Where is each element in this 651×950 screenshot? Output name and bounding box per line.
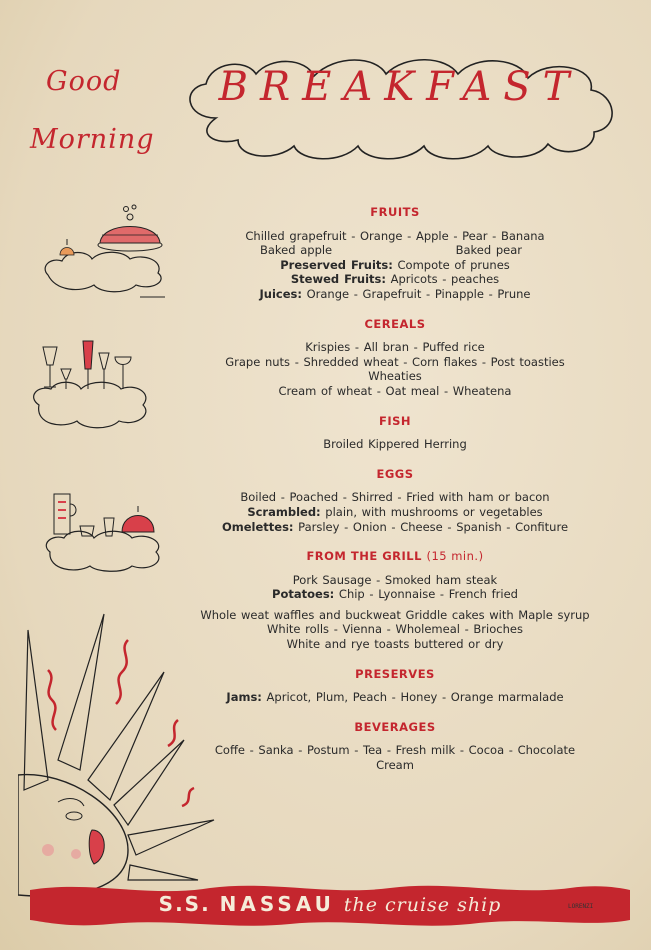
dessert-dome-icon [40, 195, 170, 300]
menu-line [200, 258, 590, 273]
section-fruits [200, 205, 590, 302]
ship-tagline: the cruise ship [343, 894, 502, 916]
sun-face-icon [18, 610, 218, 900]
menu-label: Preserved Fruits: [280, 257, 393, 272]
menu-line: Cream of wheat - Oat meal - Wheatena [278, 383, 512, 398]
menu-label: Jams: [226, 690, 262, 705]
menu-line: Boiled - Poached - Shirred - Fried with ham or bacon [240, 490, 550, 505]
menu-line [200, 272, 590, 287]
grill-title: FROM THE GRILL [306, 549, 422, 564]
menu-line [200, 243, 590, 258]
section-title-eggs: EGGS [376, 466, 414, 481]
section-cereals [200, 317, 590, 399]
menu-label: Scrambled: [247, 504, 321, 519]
menu-item: Apricots - peaches [385, 272, 500, 287]
menu-item: Baked apple [260, 243, 333, 258]
ship-prefix: S.S. [158, 892, 211, 916]
glassware-icon [25, 335, 155, 435]
menu-item: Apricot, Plum, Peach - Honey - Orange marmalade [261, 690, 564, 705]
menu-label: Omelettes: [221, 519, 294, 534]
section-fish [200, 414, 590, 452]
menu-line [200, 520, 590, 535]
menu-line: Broiled Kippered Herring [323, 437, 467, 452]
section-eggs [200, 467, 590, 534]
menu-line: Wheaties [368, 369, 422, 384]
menu-item: Orange - Grapefruit - Pinapple - Prune [301, 286, 531, 301]
menu-line: White rolls - Vienna - Wholemeal - Brioches [267, 622, 523, 637]
coffee-set-icon [40, 490, 170, 575]
menu-item: plain, with mushrooms or vegetables [320, 504, 543, 519]
menu-item: Baked pear [455, 243, 522, 258]
menu-label: Juices: [259, 286, 302, 301]
ship-name: NASSAU [219, 892, 335, 916]
section-title-cereals: CEREALS [364, 316, 426, 331]
menu-line: Chilled grapefruit - Orange - Apple - Pear - Banana [245, 228, 545, 243]
menu-line: Krispies - All bran - Puffed rice [305, 340, 485, 355]
menu-line: Cream [376, 758, 414, 773]
menu-line [200, 505, 590, 520]
menu-line: Pork Sausage - Smoked ham steak [292, 572, 498, 587]
section-title-grill [200, 549, 590, 564]
menu-label: Stewed Fruits: [290, 272, 386, 287]
footer-ship-title [30, 892, 630, 916]
menu-item: Compote of prunes [392, 257, 510, 272]
menu-body [200, 205, 590, 788]
section-title-fish: FISH [378, 413, 412, 428]
page-title: BREAKFAST [218, 64, 582, 110]
section-beverages [200, 720, 590, 773]
menu-item: Chip - Lyonnaise - French fried [334, 587, 518, 602]
menu-line: White and rye toasts buttered or dry [286, 637, 504, 652]
greeting-morning: Morning [30, 124, 155, 155]
section-preserves [200, 667, 590, 705]
menu-item: Parsley - Onion - Cheese - Spanish - Confiture [293, 519, 569, 534]
section-title-beverages: BEVERAGES [354, 719, 436, 734]
menu-label: Potatoes: [272, 587, 335, 602]
section-grill [200, 549, 590, 652]
section-title-preserves: PRESERVES [355, 666, 435, 681]
menu-line [200, 587, 590, 602]
menu-line [200, 690, 590, 705]
menu-line: Whole weat waffles and buckweat Griddle cakes with Maple syrup [200, 607, 590, 622]
grill-time-note: (15 min.) [426, 549, 484, 564]
menu-line: Grape nuts - Shredded wheat - Corn flakes - Post toasties [225, 354, 565, 369]
menu-line [200, 287, 590, 302]
menu-line: Coffe - Sanka - Postum - Tea - Fresh milk - Cocoa - Chocolate [214, 743, 576, 758]
artist-signature: LORENZI [568, 903, 594, 910]
section-title-fruits: FRUITS [370, 205, 420, 219]
greeting-good: Good [46, 66, 122, 97]
